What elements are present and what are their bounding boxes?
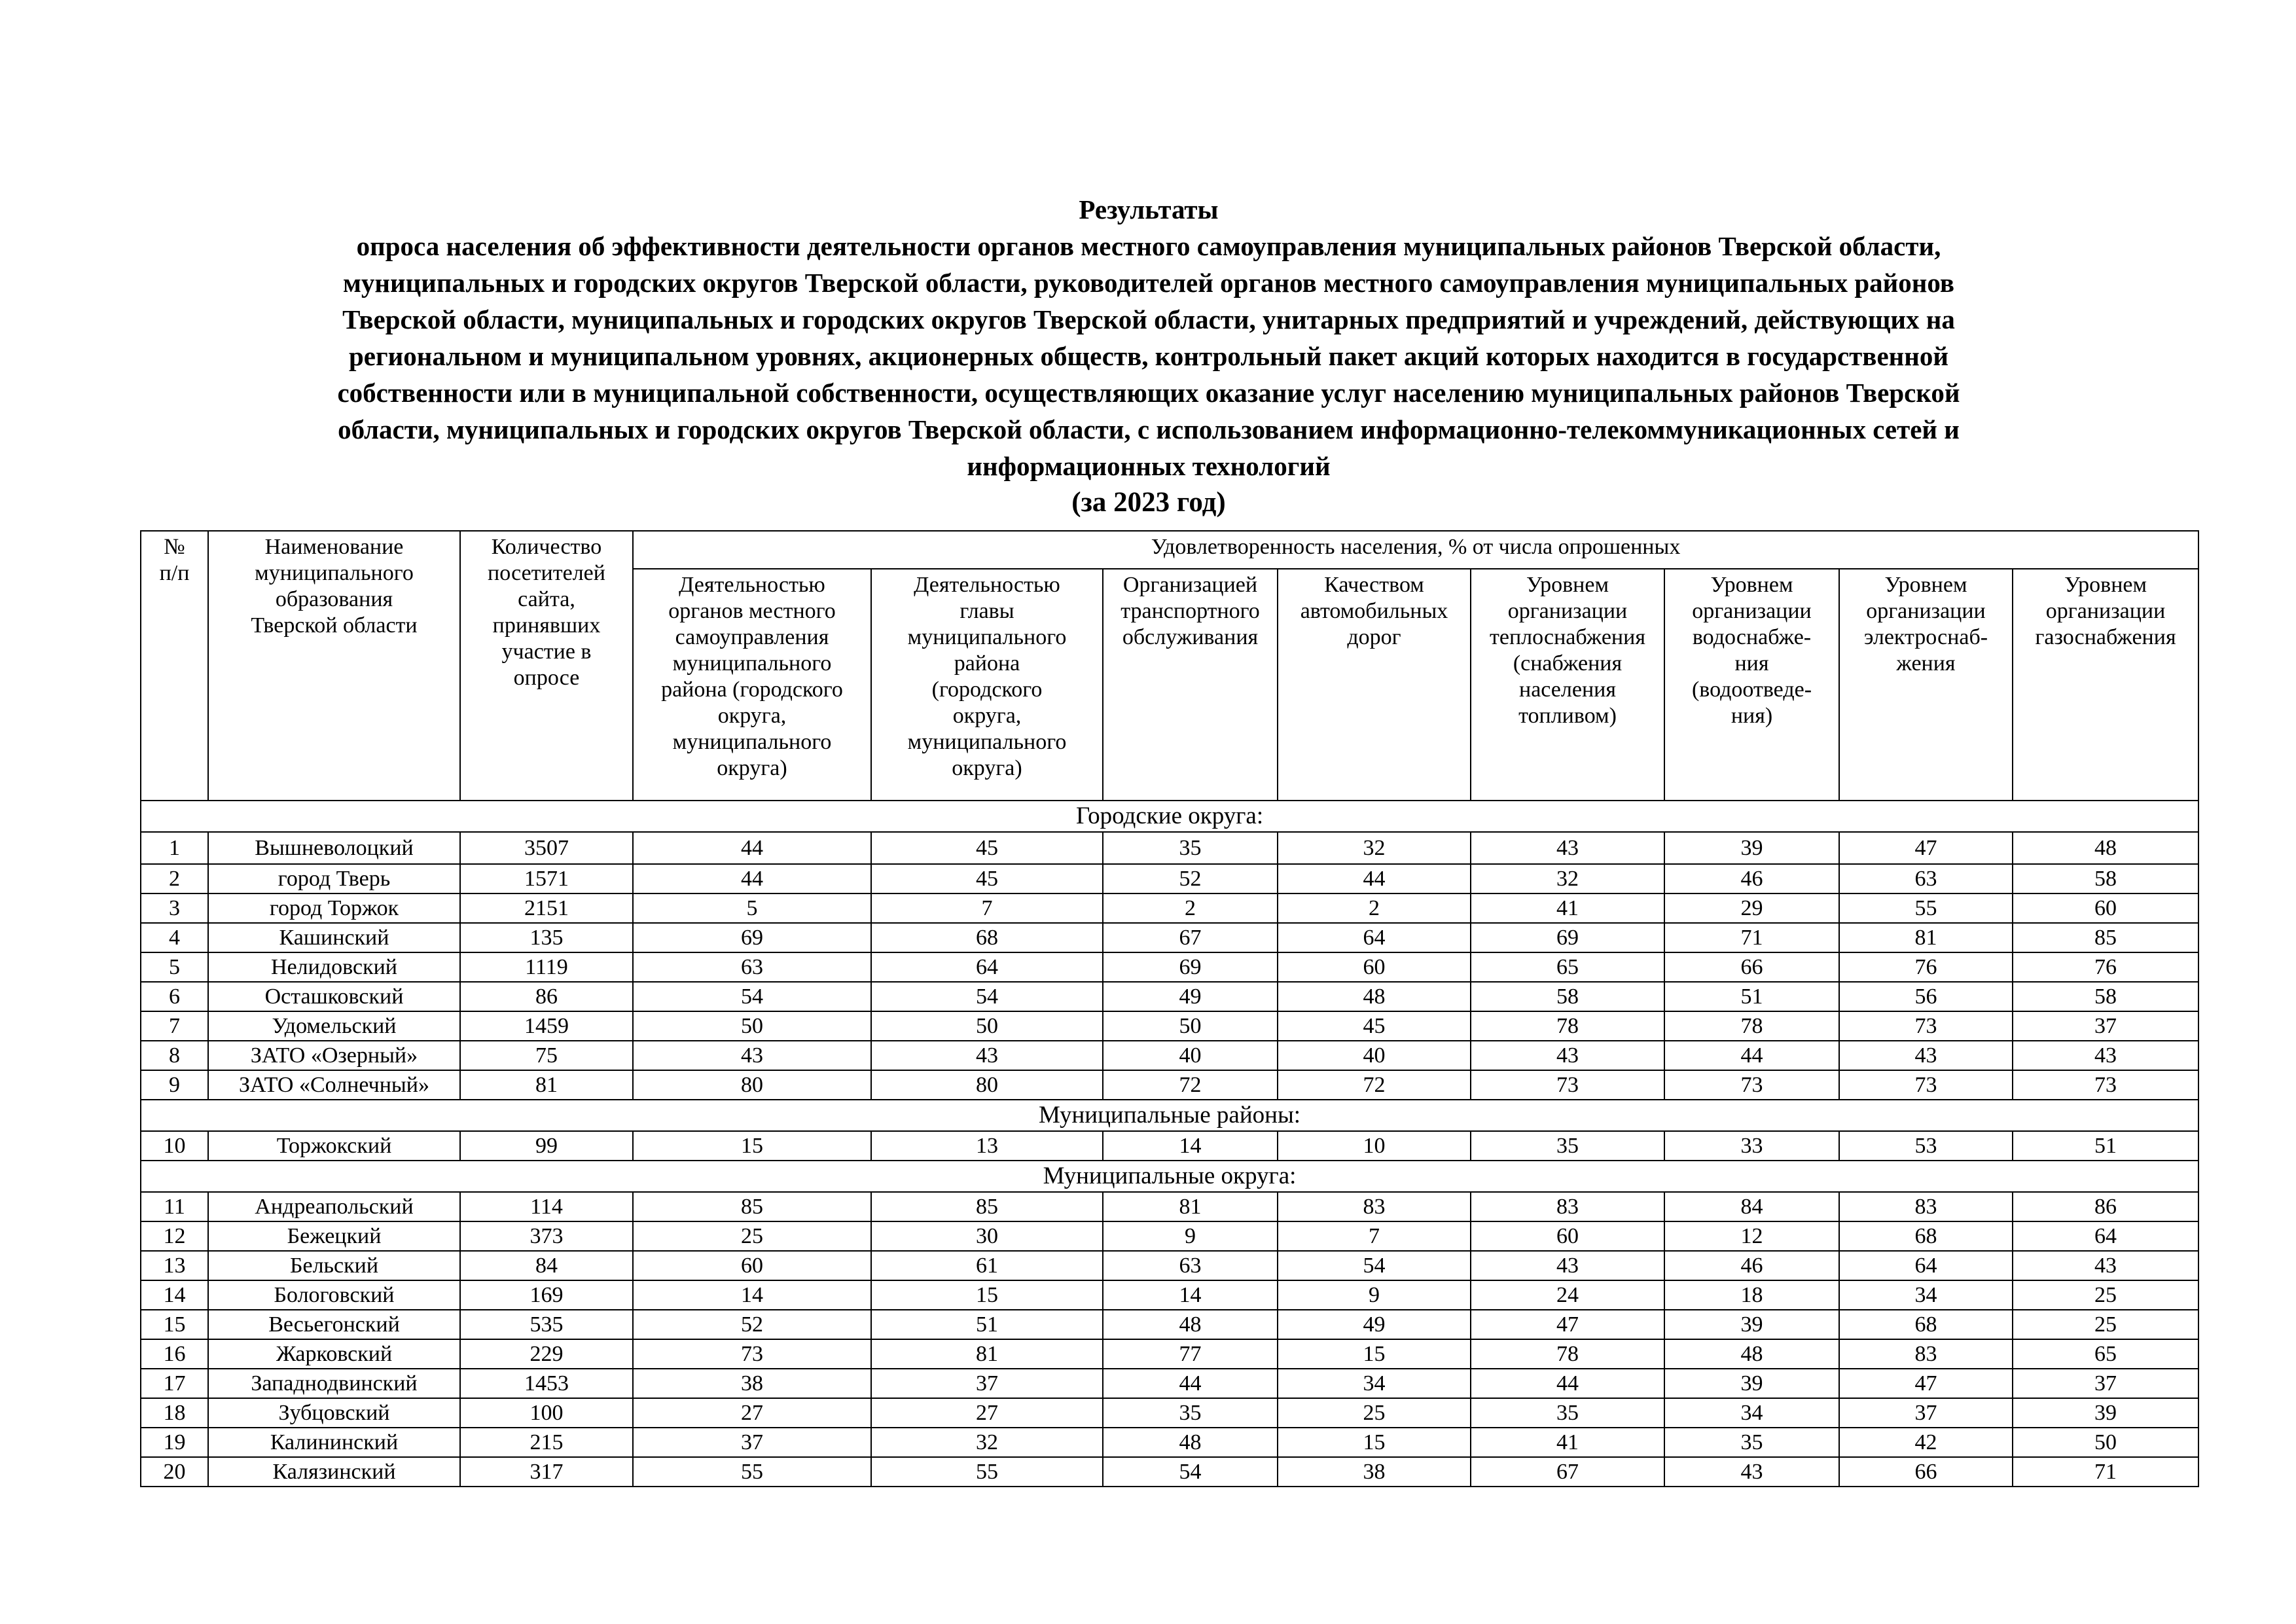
row-heating: 69 <box>1471 923 1664 952</box>
row-num: 7 <box>141 1011 208 1041</box>
row-head-of-district: 27 <box>871 1398 1103 1428</box>
row-roads: 38 <box>1278 1457 1471 1487</box>
row-electricity: 73 <box>1839 1070 2013 1100</box>
header-name: Наименование муниципального образования Тверской области <box>208 531 460 801</box>
row-gas: 37 <box>2013 1369 2198 1398</box>
row-electricity: 55 <box>1839 893 2013 923</box>
row-transport: 35 <box>1103 832 1278 864</box>
row-roads: 48 <box>1278 982 1471 1011</box>
row-heating: 41 <box>1471 893 1664 923</box>
row-transport: 63 <box>1103 1251 1278 1280</box>
row-electricity: 56 <box>1839 982 2013 1011</box>
row-num: 19 <box>141 1428 208 1457</box>
row-gas: 64 <box>2013 1221 2198 1251</box>
row-head-of-district: 81 <box>871 1339 1103 1369</box>
header-num: № п/п <box>141 531 208 801</box>
row-roads: 60 <box>1278 952 1471 982</box>
row-local-government: 52 <box>633 1310 871 1339</box>
row-visitors: 229 <box>460 1339 633 1369</box>
row-num: 17 <box>141 1369 208 1398</box>
row-local-government: 37 <box>633 1428 871 1457</box>
row-name: Бологовский <box>208 1280 460 1310</box>
row-roads: 44 <box>1278 864 1471 893</box>
row-water: 39 <box>1664 1369 1839 1398</box>
row-heating: 47 <box>1471 1310 1664 1339</box>
row-local-government: 15 <box>633 1131 871 1161</box>
row-name: Нелидовский <box>208 952 460 982</box>
row-name: Торжокский <box>208 1131 460 1161</box>
row-head-of-district: 37 <box>871 1369 1103 1398</box>
row-water: 39 <box>1664 832 1839 864</box>
row-heating: 73 <box>1471 1070 1664 1100</box>
table-row <box>141 1041 2198 1070</box>
row-name: Вышневолоцкий <box>208 832 460 864</box>
row-visitors: 135 <box>460 923 633 952</box>
table-row <box>141 982 2198 1011</box>
row-name: Удомельский <box>208 1011 460 1041</box>
row-local-government: 50 <box>633 1011 871 1041</box>
row-head-of-district: 13 <box>871 1131 1103 1161</box>
row-visitors: 1571 <box>460 864 633 893</box>
row-water: 73 <box>1664 1070 1839 1100</box>
row-roads: 15 <box>1278 1339 1471 1369</box>
row-transport: 72 <box>1103 1070 1278 1100</box>
table-row <box>141 893 2198 923</box>
table-row <box>141 1398 2198 1428</box>
row-num: 3 <box>141 893 208 923</box>
row-num: 13 <box>141 1251 208 1280</box>
table-row <box>141 832 2198 864</box>
row-gas: 71 <box>2013 1457 2198 1487</box>
row-roads: 64 <box>1278 923 1471 952</box>
section-row <box>141 1161 2198 1192</box>
table-row <box>141 952 2198 982</box>
header-transport: Организацией транспортного обслуживания <box>1103 569 1278 801</box>
row-electricity: 76 <box>1839 952 2013 982</box>
row-water: 29 <box>1664 893 1839 923</box>
row-visitors: 86 <box>460 982 633 1011</box>
row-num: 16 <box>141 1339 208 1369</box>
row-visitors: 2151 <box>460 893 633 923</box>
section-label: Муниципальные округа: <box>141 1161 2198 1192</box>
row-electricity: 73 <box>1839 1011 2013 1041</box>
row-num: 10 <box>141 1131 208 1161</box>
title-line: Тверской области, муниципальных и городских округов Тверской области, унитарных предприятий и учреждений, действующих на <box>342 304 1955 334</box>
row-head-of-district: 15 <box>871 1280 1103 1310</box>
row-local-government: 5 <box>633 893 871 923</box>
header-row <box>141 531 2198 569</box>
row-head-of-district: 7 <box>871 893 1103 923</box>
row-local-government: 38 <box>633 1369 871 1398</box>
row-water: 34 <box>1664 1398 1839 1428</box>
row-name: город Тверь <box>208 864 460 893</box>
row-num: 20 <box>141 1457 208 1487</box>
row-electricity: 81 <box>1839 923 2013 952</box>
row-head-of-district: 64 <box>871 952 1103 982</box>
row-electricity: 68 <box>1839 1221 2013 1251</box>
row-water: 48 <box>1664 1339 1839 1369</box>
table-row <box>141 923 2198 952</box>
row-name: Бежецкий <box>208 1221 460 1251</box>
document-title <box>131 191 2166 521</box>
row-transport: 9 <box>1103 1221 1278 1251</box>
row-heating: 78 <box>1471 1339 1664 1369</box>
row-roads: 45 <box>1278 1011 1471 1041</box>
row-water: 35 <box>1664 1428 1839 1457</box>
row-water: 46 <box>1664 864 1839 893</box>
row-gas: 73 <box>2013 1070 2198 1100</box>
row-water: 33 <box>1664 1131 1839 1161</box>
row-electricity: 42 <box>1839 1428 2013 1457</box>
row-local-government: 43 <box>633 1041 871 1070</box>
row-visitors: 114 <box>460 1192 633 1221</box>
row-visitors: 317 <box>460 1457 633 1487</box>
row-name: Осташковский <box>208 982 460 1011</box>
row-visitors: 75 <box>460 1041 633 1070</box>
row-local-government: 60 <box>633 1251 871 1280</box>
row-visitors: 1119 <box>460 952 633 982</box>
table-row <box>141 1310 2198 1339</box>
section-label: Муниципальные районы: <box>141 1100 2198 1131</box>
row-heating: 58 <box>1471 982 1664 1011</box>
row-num: 4 <box>141 923 208 952</box>
header-heating: Уровнем организации теплоснабжения (снабжения населения топливом) <box>1471 569 1664 801</box>
row-head-of-district: 45 <box>871 864 1103 893</box>
table-row <box>141 1131 2198 1161</box>
row-heating: 83 <box>1471 1192 1664 1221</box>
title-line: региональном и муниципальном уровнях, акционерных обществ, контрольный пакет акций которых находится в государственной <box>348 341 1949 371</box>
row-water: 78 <box>1664 1011 1839 1041</box>
row-heating: 44 <box>1471 1369 1664 1398</box>
row-roads: 32 <box>1278 832 1471 864</box>
row-heating: 67 <box>1471 1457 1664 1487</box>
row-water: 39 <box>1664 1310 1839 1339</box>
row-transport: 48 <box>1103 1310 1278 1339</box>
row-roads: 10 <box>1278 1131 1471 1161</box>
row-water: 66 <box>1664 952 1839 982</box>
row-transport: 48 <box>1103 1428 1278 1457</box>
row-num: 5 <box>141 952 208 982</box>
row-local-government: 44 <box>633 864 871 893</box>
row-roads: 9 <box>1278 1280 1471 1310</box>
row-visitors: 3507 <box>460 832 633 864</box>
row-gas: 58 <box>2013 864 2198 893</box>
row-head-of-district: 85 <box>871 1192 1103 1221</box>
row-gas: 43 <box>2013 1251 2198 1280</box>
row-electricity: 66 <box>1839 1457 2013 1487</box>
row-transport: 77 <box>1103 1339 1278 1369</box>
row-heating: 32 <box>1471 864 1664 893</box>
row-transport: 14 <box>1103 1131 1278 1161</box>
row-visitors: 100 <box>460 1398 633 1428</box>
row-roads: 40 <box>1278 1041 1471 1070</box>
row-visitors: 215 <box>460 1428 633 1457</box>
row-roads: 83 <box>1278 1192 1471 1221</box>
row-heating: 60 <box>1471 1221 1664 1251</box>
row-water: 71 <box>1664 923 1839 952</box>
title-line: собственности или в муниципальной собственности, осуществляющих оказание услуг населению муниципальных районов Тверской <box>337 378 1960 408</box>
row-transport: 69 <box>1103 952 1278 982</box>
row-electricity: 47 <box>1839 1369 2013 1398</box>
row-head-of-district: 68 <box>871 923 1103 952</box>
row-electricity: 83 <box>1839 1192 2013 1221</box>
table-row <box>141 1428 2198 1457</box>
row-num: 11 <box>141 1192 208 1221</box>
row-roads: 2 <box>1278 893 1471 923</box>
row-num: 12 <box>141 1221 208 1251</box>
row-name: ЗАТО «Озерный» <box>208 1041 460 1070</box>
header-gas: Уровнем организации газоснабжения <box>2013 569 2198 801</box>
row-gas: 86 <box>2013 1192 2198 1221</box>
row-water: 51 <box>1664 982 1839 1011</box>
row-transport: 2 <box>1103 893 1278 923</box>
section-row <box>141 1100 2198 1131</box>
row-heating: 35 <box>1471 1398 1664 1428</box>
table-row <box>141 1369 2198 1398</box>
row-name: Калязинский <box>208 1457 460 1487</box>
row-local-government: 73 <box>633 1339 871 1369</box>
title-line: информационных технологий <box>967 451 1331 481</box>
row-heating: 78 <box>1471 1011 1664 1041</box>
row-electricity: 63 <box>1839 864 2013 893</box>
row-heating: 43 <box>1471 1041 1664 1070</box>
row-local-government: 54 <box>633 982 871 1011</box>
row-head-of-district: 55 <box>871 1457 1103 1487</box>
row-water: 43 <box>1664 1457 1839 1487</box>
row-gas: 60 <box>2013 893 2198 923</box>
table-row <box>141 1011 2198 1041</box>
row-visitors: 84 <box>460 1251 633 1280</box>
row-water: 12 <box>1664 1221 1839 1251</box>
row-head-of-district: 30 <box>871 1221 1103 1251</box>
row-head-of-district: 61 <box>871 1251 1103 1280</box>
row-transport: 54 <box>1103 1457 1278 1487</box>
row-num: 14 <box>141 1280 208 1310</box>
header-electricity: Уровнем организации электроснаб- жения <box>1839 569 2013 801</box>
row-transport: 52 <box>1103 864 1278 893</box>
row-electricity: 83 <box>1839 1339 2013 1369</box>
header-local-government: Деятельностью органов местного самоуправления муниципального района (городского округа, муниципального округа) <box>633 569 871 801</box>
row-local-government: 27 <box>633 1398 871 1428</box>
header-visitors: Количество посетителей сайта, принявших участие в опросе <box>460 531 633 801</box>
row-visitors: 535 <box>460 1310 633 1339</box>
title-line: области, муниципальных и городских округов Тверской области, с использованием информационно-телекоммуникационных сетей и <box>338 414 1960 444</box>
row-transport: 40 <box>1103 1041 1278 1070</box>
table-row <box>141 1251 2198 1280</box>
row-transport: 35 <box>1103 1398 1278 1428</box>
row-electricity: 37 <box>1839 1398 2013 1428</box>
row-roads: 72 <box>1278 1070 1471 1100</box>
row-num: 1 <box>141 832 208 864</box>
row-visitors: 81 <box>460 1070 633 1100</box>
row-head-of-district: 80 <box>871 1070 1103 1100</box>
table-row <box>141 1280 2198 1310</box>
row-gas: 58 <box>2013 982 2198 1011</box>
row-num: 6 <box>141 982 208 1011</box>
row-name: Калининский <box>208 1428 460 1457</box>
row-roads: 25 <box>1278 1398 1471 1428</box>
row-gas: 43 <box>2013 1041 2198 1070</box>
row-gas: 50 <box>2013 1428 2198 1457</box>
row-gas: 39 <box>2013 1398 2198 1428</box>
row-name: Бельский <box>208 1251 460 1280</box>
row-gas: 25 <box>2013 1310 2198 1339</box>
row-name: Весьегонский <box>208 1310 460 1339</box>
title-line: муниципальных и городских округов Тверской области, руководителей органов местного самоуправления муниципальных районов <box>342 268 1955 298</box>
row-gas: 76 <box>2013 952 2198 982</box>
row-heating: 65 <box>1471 952 1664 982</box>
row-visitors: 169 <box>460 1280 633 1310</box>
row-name: ЗАТО «Солнечный» <box>208 1070 460 1100</box>
row-local-government: 80 <box>633 1070 871 1100</box>
row-transport: 14 <box>1103 1280 1278 1310</box>
row-transport: 67 <box>1103 923 1278 952</box>
row-heating: 43 <box>1471 1251 1664 1280</box>
row-gas: 85 <box>2013 923 2198 952</box>
row-num: 18 <box>141 1398 208 1428</box>
row-local-government: 69 <box>633 923 871 952</box>
row-name: Зубцовский <box>208 1398 460 1428</box>
row-water: 44 <box>1664 1041 1839 1070</box>
table-row <box>141 1192 2198 1221</box>
row-name: Жарковский <box>208 1339 460 1369</box>
row-heating: 24 <box>1471 1280 1664 1310</box>
row-heating: 41 <box>1471 1428 1664 1457</box>
header-satisfaction-group: Удовлетворенность населения, % от числа опрошенных <box>633 531 2198 569</box>
row-num: 15 <box>141 1310 208 1339</box>
row-visitors: 1453 <box>460 1369 633 1398</box>
title-period: (за 2023 год) <box>1071 487 1226 518</box>
table-body <box>141 801 2198 1487</box>
row-visitors: 373 <box>460 1221 633 1251</box>
row-gas: 51 <box>2013 1131 2198 1161</box>
header-roads: Качеством автомобильных дорог <box>1278 569 1471 801</box>
header-water: Уровнем организации водоснабже- ния (водоотведе- ния) <box>1664 569 1839 801</box>
table-row <box>141 864 2198 893</box>
row-roads: 54 <box>1278 1251 1471 1280</box>
row-gas: 25 <box>2013 1280 2198 1310</box>
row-local-government: 85 <box>633 1192 871 1221</box>
row-water: 84 <box>1664 1192 1839 1221</box>
table-row <box>141 1221 2198 1251</box>
row-num: 9 <box>141 1070 208 1100</box>
row-gas: 65 <box>2013 1339 2198 1369</box>
section-label: Городские округа: <box>141 801 2198 832</box>
row-local-government: 14 <box>633 1280 871 1310</box>
row-head-of-district: 45 <box>871 832 1103 864</box>
row-name: Западнодвинский <box>208 1369 460 1398</box>
row-electricity: 47 <box>1839 832 2013 864</box>
row-gas: 37 <box>2013 1011 2198 1041</box>
row-head-of-district: 43 <box>871 1041 1103 1070</box>
row-electricity: 68 <box>1839 1310 2013 1339</box>
row-local-government: 63 <box>633 952 871 982</box>
row-num: 2 <box>141 864 208 893</box>
row-water: 18 <box>1664 1280 1839 1310</box>
row-local-government: 25 <box>633 1221 871 1251</box>
row-heating: 43 <box>1471 832 1664 864</box>
row-head-of-district: 50 <box>871 1011 1103 1041</box>
title-line: опроса населения об эффективности деятельности органов местного самоуправления муниципальных районов Тверской области, <box>356 231 1941 261</box>
row-electricity: 64 <box>1839 1251 2013 1280</box>
row-name: Кашинский <box>208 923 460 952</box>
row-num: 8 <box>141 1041 208 1070</box>
header-head-of-district: Деятельностью главы муниципального района (городского округа, муниципального округа) <box>871 569 1103 801</box>
results-table <box>140 530 2199 1487</box>
title-heading: Результаты <box>1079 194 1219 225</box>
row-head-of-district: 54 <box>871 982 1103 1011</box>
row-gas: 48 <box>2013 832 2198 864</box>
row-roads: 49 <box>1278 1310 1471 1339</box>
row-transport: 50 <box>1103 1011 1278 1041</box>
row-transport: 49 <box>1103 982 1278 1011</box>
table-row <box>141 1070 2198 1100</box>
row-name: город Торжок <box>208 893 460 923</box>
row-roads: 7 <box>1278 1221 1471 1251</box>
row-heating: 35 <box>1471 1131 1664 1161</box>
row-head-of-district: 51 <box>871 1310 1103 1339</box>
row-local-government: 55 <box>633 1457 871 1487</box>
row-name: Андреапольский <box>208 1192 460 1221</box>
row-electricity: 34 <box>1839 1280 2013 1310</box>
row-visitors: 99 <box>460 1131 633 1161</box>
row-electricity: 53 <box>1839 1131 2013 1161</box>
row-roads: 15 <box>1278 1428 1471 1457</box>
row-water: 46 <box>1664 1251 1839 1280</box>
row-visitors: 1459 <box>460 1011 633 1041</box>
table-row <box>141 1457 2198 1487</box>
row-electricity: 43 <box>1839 1041 2013 1070</box>
table-row <box>141 1339 2198 1369</box>
row-transport: 81 <box>1103 1192 1278 1221</box>
row-head-of-district: 32 <box>871 1428 1103 1457</box>
row-transport: 44 <box>1103 1369 1278 1398</box>
section-row <box>141 801 2198 832</box>
row-roads: 34 <box>1278 1369 1471 1398</box>
row-local-government: 44 <box>633 832 871 864</box>
